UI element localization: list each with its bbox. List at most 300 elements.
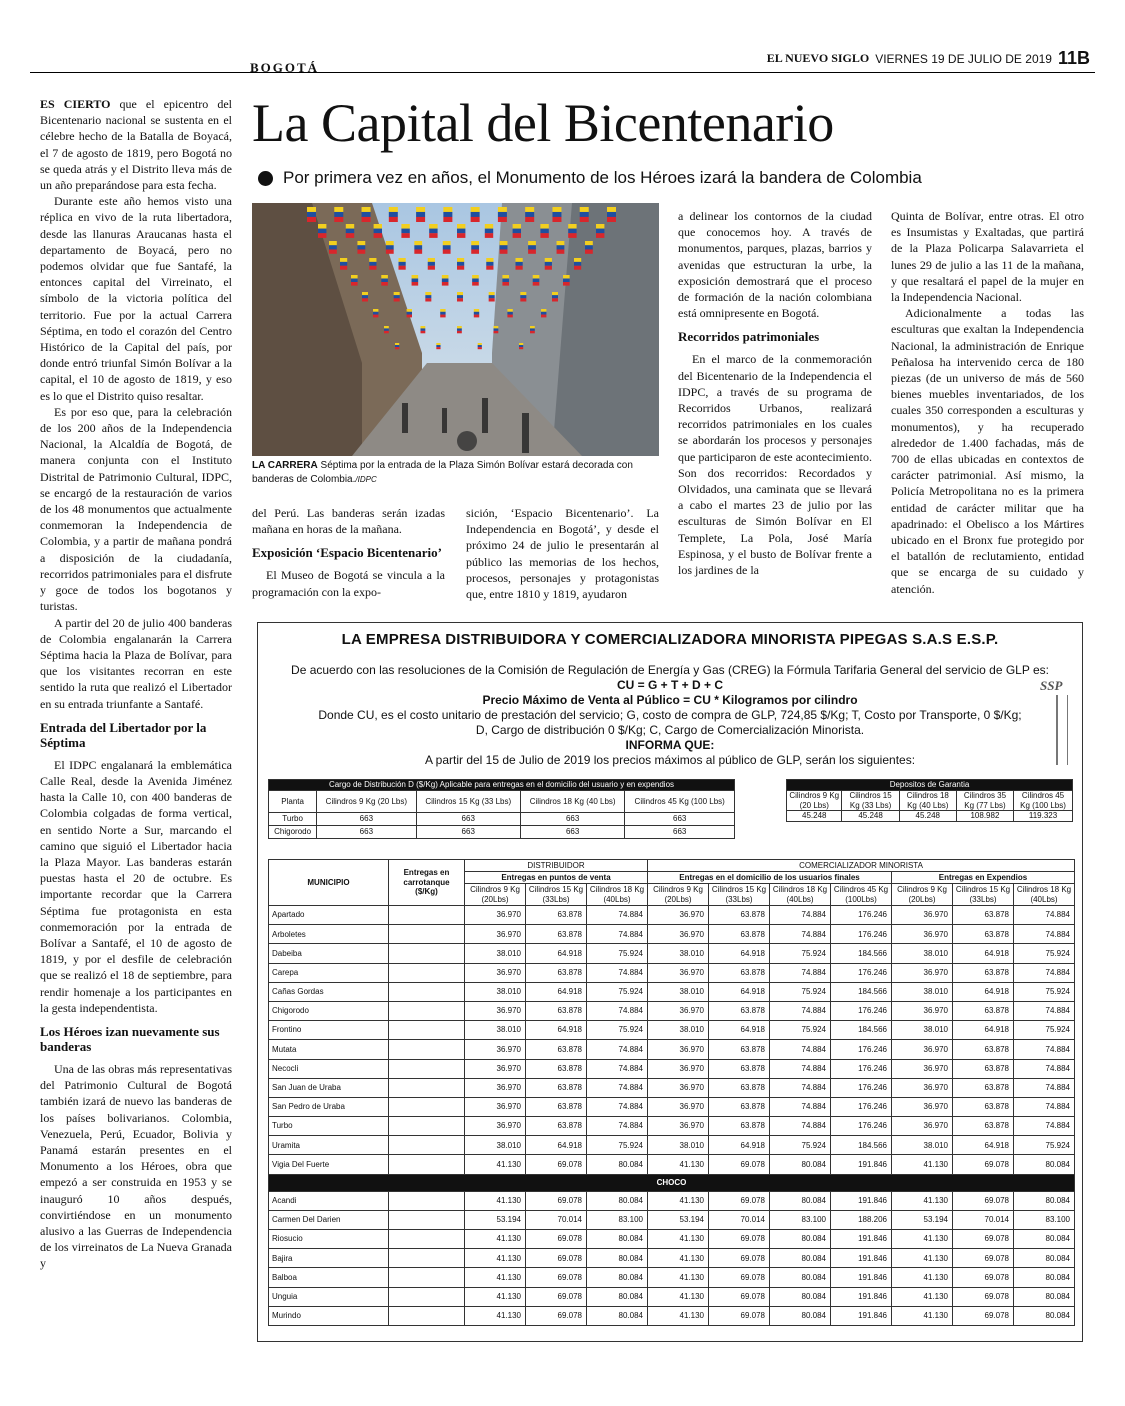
price-cell: 38.010 bbox=[648, 1136, 709, 1155]
table-row bbox=[269, 982, 1075, 1001]
price-cell: 80.084 bbox=[770, 1306, 831, 1325]
price-cell: 74.884 bbox=[770, 1059, 831, 1078]
article-column-2 bbox=[252, 505, 445, 600]
price-cell: 63.878 bbox=[526, 1097, 587, 1116]
table-cell: 663 bbox=[520, 813, 624, 826]
price-cell: 63.878 bbox=[709, 925, 770, 944]
price-cell: 176.246 bbox=[831, 1001, 892, 1020]
price-cell: 176.246 bbox=[831, 1040, 892, 1059]
flag-shape bbox=[362, 292, 368, 302]
municipio-name: Arboletes bbox=[269, 925, 389, 944]
municipio-name: Necocli bbox=[269, 1059, 389, 1078]
ssp-stamp-bars bbox=[1056, 695, 1068, 765]
price-cell: 74.884 bbox=[587, 963, 648, 982]
flag-shape bbox=[545, 258, 552, 270]
price-cell: 38.010 bbox=[465, 982, 526, 1001]
price-cell: 74.884 bbox=[587, 1078, 648, 1097]
price-cell: 36.970 bbox=[465, 963, 526, 982]
flag-shape bbox=[471, 207, 480, 222]
price-cell: 191.846 bbox=[831, 1287, 892, 1306]
flag-shape bbox=[329, 241, 337, 254]
price-cell: 63.878 bbox=[526, 925, 587, 944]
flag-shape bbox=[369, 258, 376, 270]
notice-title: LA EMPRESA DISTRIBUIDORA Y COMERCIALIZADORA MINORISTA PIPEGAS S.A.S E.S.P. bbox=[341, 631, 999, 648]
price-cell: 36.970 bbox=[892, 963, 953, 982]
price-cell: 69.078 bbox=[526, 1249, 587, 1268]
price-cell: 36.970 bbox=[892, 906, 953, 925]
header-rule bbox=[30, 72, 1095, 73]
table-row bbox=[269, 1191, 1075, 1210]
flag-shape bbox=[507, 309, 512, 317]
price-cell: 80.084 bbox=[770, 1230, 831, 1249]
table-row bbox=[269, 1268, 1075, 1287]
price-cell: 80.084 bbox=[587, 1191, 648, 1210]
flag-shape bbox=[478, 343, 482, 349]
carrotanque-cell bbox=[389, 1287, 465, 1306]
puntos-header: Entregas en puntos de venta bbox=[465, 872, 648, 884]
table-title: Depositos de Garantia bbox=[787, 780, 1073, 791]
flag-shape bbox=[533, 275, 540, 286]
price-cell: 74.884 bbox=[1014, 906, 1075, 925]
carrotanque-cell bbox=[389, 1191, 465, 1210]
price-cell: 74.884 bbox=[587, 1117, 648, 1136]
price-cell: 41.130 bbox=[892, 1287, 953, 1306]
flag-shape bbox=[528, 241, 536, 254]
table-row bbox=[269, 1040, 1075, 1059]
carrotanque-cell bbox=[389, 1021, 465, 1040]
carrotanque-cell bbox=[389, 1078, 465, 1097]
notice-informa: INFORMA QUE: bbox=[625, 738, 715, 752]
price-cell: 80.084 bbox=[770, 1155, 831, 1174]
price-cell: 70.014 bbox=[709, 1210, 770, 1229]
price-cell: 41.130 bbox=[648, 1268, 709, 1287]
table-cell: 663 bbox=[317, 813, 416, 826]
carrotanque-cell bbox=[389, 1249, 465, 1268]
flag-shape bbox=[440, 309, 445, 317]
price-cell: 80.084 bbox=[587, 1155, 648, 1174]
price-cell: 74.884 bbox=[587, 925, 648, 944]
price-cell: 80.084 bbox=[770, 1249, 831, 1268]
price-cell: 74.884 bbox=[770, 1001, 831, 1020]
table-row bbox=[269, 826, 735, 839]
price-cell: 80.084 bbox=[587, 1306, 648, 1325]
price-cell: 36.970 bbox=[892, 1117, 953, 1136]
carrotanque-header: Entregas en carrotanque ($/Kg) bbox=[389, 860, 465, 906]
price-cell: 75.924 bbox=[1014, 944, 1075, 963]
price-cell: 80.084 bbox=[770, 1268, 831, 1287]
price-cell: 191.846 bbox=[831, 1191, 892, 1210]
price-cell: 63.878 bbox=[709, 1078, 770, 1097]
price-cell: 36.970 bbox=[465, 925, 526, 944]
paragraph bbox=[40, 96, 232, 193]
price-cell: 64.918 bbox=[709, 1021, 770, 1040]
price-cell: 63.878 bbox=[709, 1097, 770, 1116]
flag-shape bbox=[471, 241, 479, 254]
flag-shape bbox=[457, 292, 463, 302]
price-cell: 41.130 bbox=[892, 1306, 953, 1325]
price-cell: 38.010 bbox=[892, 944, 953, 963]
municipio-name: San Juan de Uraba bbox=[269, 1078, 389, 1097]
price-cell: 36.970 bbox=[465, 1117, 526, 1136]
paragraph: del Perú. Las banderas serán izadas mañana en horas de la mañana. bbox=[252, 506, 445, 537]
municipio-name: Carmen Del Darien bbox=[269, 1210, 389, 1229]
price-cell: 69.078 bbox=[526, 1230, 587, 1249]
paragraph: A partir del 20 de julio 400 banderas de Colombia engalanarán la Carrera Séptima hacia la Plaza de Bolívar, para que los visitantes recorran en este sentido la ruta que realizó el Libertador en su entrada triunfante a Santafé. bbox=[40, 615, 232, 711]
price-cell: 70.014 bbox=[953, 1210, 1014, 1229]
price-cell: 36.970 bbox=[648, 925, 709, 944]
flag-shape bbox=[607, 207, 616, 222]
flag-shape bbox=[421, 326, 426, 333]
price-cell: 36.970 bbox=[648, 1117, 709, 1136]
price-cell: 64.918 bbox=[709, 982, 770, 1001]
carrotanque-cell bbox=[389, 1136, 465, 1155]
cylinder-header: Cilindros 15 Kg (33Lbs) bbox=[709, 884, 770, 906]
plant-name: Turbo bbox=[269, 813, 317, 826]
municipio-name: Mutata bbox=[269, 1040, 389, 1059]
price-cell: 69.078 bbox=[526, 1287, 587, 1306]
subheading: Recorridos patrimoniales bbox=[678, 329, 820, 345]
flag-shape bbox=[552, 292, 558, 302]
carrotanque-cell bbox=[389, 1059, 465, 1078]
price-table bbox=[268, 859, 1075, 1326]
caption-text: Séptima por la entrada de la Plaza Simón Bolívar estará decorada con banderas de Colombia. bbox=[252, 460, 633, 485]
price-cell: 63.878 bbox=[526, 906, 587, 925]
flag-shape bbox=[389, 207, 398, 222]
municipio-name: Uramita bbox=[269, 1136, 389, 1155]
price-cell: 69.078 bbox=[709, 1155, 770, 1174]
price-cell: 41.130 bbox=[892, 1155, 953, 1174]
flag-shape bbox=[474, 309, 479, 317]
price-cell: 69.078 bbox=[526, 1306, 587, 1325]
price-cell: 80.084 bbox=[770, 1287, 831, 1306]
price-cell: 188.206 bbox=[831, 1210, 892, 1229]
price-cell: 64.918 bbox=[953, 1136, 1014, 1155]
municipio-name: Frontino bbox=[269, 1021, 389, 1040]
deposit-table bbox=[786, 779, 1073, 822]
flag-shape bbox=[373, 309, 378, 317]
flag-shape bbox=[513, 224, 521, 238]
column-header: Cilindros 15 Kg (33 Lbs) bbox=[416, 791, 520, 813]
flag-shape bbox=[552, 207, 561, 222]
price-cell: 74.884 bbox=[770, 963, 831, 982]
carrotanque-cell bbox=[389, 925, 465, 944]
price-cell: 83.100 bbox=[770, 1210, 831, 1229]
price-cell: 41.130 bbox=[648, 1249, 709, 1268]
price-cell: 80.084 bbox=[1014, 1249, 1075, 1268]
column-header: Cilindros 18 Kg (40 Lbs) bbox=[899, 791, 956, 811]
price-cell: 74.884 bbox=[1014, 925, 1075, 944]
flag-shape bbox=[489, 292, 495, 302]
table-cell: 663 bbox=[416, 826, 520, 839]
municipio-name: Bajira bbox=[269, 1249, 389, 1268]
caption-lead: LA CARRERA bbox=[252, 460, 318, 471]
price-cell: 36.970 bbox=[892, 1059, 953, 1078]
price-cell: 74.884 bbox=[770, 906, 831, 925]
flag-shape bbox=[596, 224, 604, 238]
price-cell: 36.970 bbox=[892, 1040, 953, 1059]
flag-shape bbox=[412, 275, 419, 286]
flag-shape bbox=[318, 224, 326, 238]
region-divider: CHOCO bbox=[269, 1174, 1075, 1191]
price-cell: 74.884 bbox=[770, 1097, 831, 1116]
municipio-name: Cañas Gordas bbox=[269, 982, 389, 1001]
price-cell: 69.078 bbox=[709, 1249, 770, 1268]
price-cell: 38.010 bbox=[648, 944, 709, 963]
price-cell: 176.246 bbox=[831, 1117, 892, 1136]
carrotanque-cell bbox=[389, 1230, 465, 1249]
plant-name: Chigorodo bbox=[269, 826, 317, 839]
table-row bbox=[269, 906, 1075, 925]
price-cell: 80.084 bbox=[770, 1191, 831, 1210]
municipio-header: MUNICIPIO bbox=[269, 860, 389, 906]
price-cell: 184.566 bbox=[831, 1136, 892, 1155]
paragraph: En el marco de la conmemoración del Bicentenario de la Independencia el IDPC, a través de su programa de Recorridos Urbanos, realizará recorridos patrimoniales en los cuales se abordarán los procesos y personajes que participaron de este acontecimiento. Son dos recorridos: Recordados y Olvidados, una caminata que se llevará a cabo el martes 23 de julio por las esculturas de Simón Bolívar en El Templete, La Pola, José María Espinosa, y el busto de Bolívar frente a los jardines de la bbox=[678, 352, 872, 578]
price-cell: 41.130 bbox=[465, 1268, 526, 1287]
caption-credit: /IDPC bbox=[355, 475, 377, 484]
flag-shape bbox=[443, 207, 452, 222]
article-photo bbox=[252, 203, 659, 456]
price-cell: 69.078 bbox=[709, 1268, 770, 1287]
price-cell: 74.884 bbox=[1014, 1040, 1075, 1059]
carrotanque-cell bbox=[389, 1210, 465, 1229]
carrotanque-cell bbox=[389, 1001, 465, 1020]
price-cell: 36.970 bbox=[465, 906, 526, 925]
section-label: BOGOTÁ bbox=[250, 60, 320, 75]
price-cell: 64.918 bbox=[526, 1021, 587, 1040]
price-cell: 64.918 bbox=[953, 982, 1014, 1001]
table-row bbox=[269, 1078, 1075, 1097]
municipio-name: Turbo bbox=[269, 1117, 389, 1136]
price-cell: 80.084 bbox=[587, 1287, 648, 1306]
municipio-name: Apartado bbox=[269, 906, 389, 925]
table-row bbox=[269, 1287, 1075, 1306]
price-cell: 36.970 bbox=[648, 1097, 709, 1116]
flag-shape bbox=[436, 343, 440, 349]
price-cell: 70.014 bbox=[526, 1210, 587, 1229]
price-cell: 74.884 bbox=[1014, 1078, 1075, 1097]
table-row bbox=[269, 813, 735, 826]
cylinder-header: Cilindros 18 Kg (40Lbs) bbox=[1014, 884, 1075, 906]
subheading: Exposición ‘Espacio Bicentenario’ bbox=[252, 545, 442, 561]
paragraph: a delinear los contornos de la ciudad que conocemos hoy. A través de monumentos, parques, plazas, barrios y avenidas que estructuran la urbe, la exposición demostrará que el proceso de formación de la nación colombiana está omnipresente en Bogotá. bbox=[678, 209, 872, 321]
table-row bbox=[269, 1097, 1075, 1116]
flag-shape bbox=[384, 326, 389, 333]
flag-shape bbox=[416, 207, 425, 222]
price-cell: 63.878 bbox=[953, 1097, 1014, 1116]
flag-shape bbox=[443, 241, 451, 254]
price-cell: 63.878 bbox=[526, 1078, 587, 1097]
price-cell: 176.246 bbox=[831, 906, 892, 925]
price-cell: 41.130 bbox=[465, 1287, 526, 1306]
price-cell: 38.010 bbox=[892, 1021, 953, 1040]
price-cell: 74.884 bbox=[587, 1059, 648, 1078]
price-cell: 36.970 bbox=[465, 1078, 526, 1097]
paragraph: Adicionalmente a todas las esculturas que exaltan la Independencia Nacional, la administración de Enrique Peñalosa ha intervenido cerca de 180 piezas (de un universo de más de 560 bienes muebles inventariados, de los cuales 350 corresponden a esculturas y monumentos), y ha recuperado alrededor de 1.400 fachadas, más de 700 de ellas ubicadas en contextos de carácter patrimonial. Así mismo, la Policía Metropolitana no es la primera entidad de carácter militar que ha apadrinado: el Obelisco a los Mártires ubicado en el Bronx fue protegido por el batallón de reclutamiento, entidad que se encarga de su cuidado y atención. bbox=[891, 306, 1084, 596]
price-cell: 41.130 bbox=[465, 1230, 526, 1249]
price-cell: 38.010 bbox=[892, 982, 953, 1001]
price-cell: 64.918 bbox=[526, 1136, 587, 1155]
price-cell: 53.194 bbox=[892, 1210, 953, 1229]
cylinder-header: Cilindros 9 Kg (20Lbs) bbox=[465, 884, 526, 906]
carrotanque-cell bbox=[389, 1155, 465, 1174]
price-cell: 75.924 bbox=[1014, 1136, 1075, 1155]
price-cell: 74.884 bbox=[1014, 1117, 1075, 1136]
newspaper-name: EL NUEVO SIGLO bbox=[766, 51, 870, 65]
price-cell: 36.970 bbox=[648, 1059, 709, 1078]
table-row bbox=[269, 1136, 1075, 1155]
price-cell: 176.246 bbox=[831, 925, 892, 944]
price-cell: 74.884 bbox=[1014, 1059, 1075, 1078]
table-row bbox=[269, 1001, 1075, 1020]
price-cell: 69.078 bbox=[526, 1155, 587, 1174]
flag-shape bbox=[374, 224, 382, 238]
flag-shape bbox=[357, 241, 365, 254]
notice-line: Donde CU, es el costo unitario de prestación del servicio; G, costo de compra de GLP, 724,85 $/Kg; T, Costo por Transporte, 0 $/Kg; bbox=[318, 708, 1022, 722]
table-cell: 663 bbox=[625, 813, 735, 826]
deposit-value: 45.248 bbox=[787, 811, 842, 822]
price-cell: 36.970 bbox=[648, 1040, 709, 1059]
flag-shape bbox=[351, 275, 358, 286]
price-cell: 191.846 bbox=[831, 1230, 892, 1249]
price-cell: 75.924 bbox=[1014, 1021, 1075, 1040]
distribuidor-header: DISTRIBUIDOR bbox=[465, 860, 648, 872]
article-column-3 bbox=[466, 505, 659, 602]
flag-shape bbox=[457, 258, 464, 270]
flag-shape bbox=[394, 292, 400, 302]
price-cell: 80.084 bbox=[1014, 1306, 1075, 1325]
flag-shape bbox=[525, 207, 534, 222]
article-column-5 bbox=[891, 208, 1084, 597]
flag-shape bbox=[362, 207, 371, 222]
cylinder-header: Cilindros 18 Kg (40Lbs) bbox=[770, 884, 831, 906]
price-cell: 184.566 bbox=[831, 1021, 892, 1040]
price-cell: 75.924 bbox=[1014, 982, 1075, 1001]
page-number: 11B bbox=[1057, 48, 1090, 68]
municipio-name: Chigorodo bbox=[269, 1001, 389, 1020]
column-header: Cilindros 45 Kg (100 Lbs) bbox=[1014, 791, 1073, 811]
price-cell: 38.010 bbox=[465, 1136, 526, 1155]
paragraph: Quinta de Bolívar, entre otras. El otro es Insumistas y Exaltadas, que partirá de la Plaza Policarpa Salavarrieta el lunes 29 de julio a las 11 de la mañana, y que resaltará el papel de la mujer en la Independencia Nacional. bbox=[891, 209, 1084, 305]
table-cell: 663 bbox=[520, 826, 624, 839]
price-cell: 63.878 bbox=[526, 963, 587, 982]
paragraph: El IDPC engalanará la emblemática Calle Real, desde la Avenida Jiménez hasta la Calle 10, con 400 banderas de Colombia colgadas de forma vertical, en sentido Norte a Sur, marcando el camino que siguió el Libertador hacia la Plaza Mayor. Las banderas estarán puestas hasta el 20 de octubre. Es importante recordar que la Carrera Séptima fue protagonista en esta conmemoración por la entrada de Bolívar a Santafé, el 10 de agosto de 1819, y por el desfile de celebración que se realizó el 18 de septiembre, para rendir homenaje a los participantes en la gesta independentista. bbox=[40, 757, 232, 1015]
price-cell: 191.846 bbox=[831, 1306, 892, 1325]
price-cell: 38.010 bbox=[648, 982, 709, 1001]
price-cell: 36.970 bbox=[465, 1059, 526, 1078]
municipio-name: Vigia Del Fuerte bbox=[269, 1155, 389, 1174]
flag-shape bbox=[386, 241, 394, 254]
price-cell: 75.924 bbox=[770, 944, 831, 963]
price-cell: 38.010 bbox=[465, 944, 526, 963]
price-cell: 74.884 bbox=[587, 1001, 648, 1020]
price-cell: 80.084 bbox=[1014, 1287, 1075, 1306]
carrotanque-cell bbox=[389, 963, 465, 982]
price-cell: 64.918 bbox=[709, 1136, 770, 1155]
price-cell: 63.878 bbox=[953, 963, 1014, 982]
price-cell: 63.878 bbox=[709, 1117, 770, 1136]
price-cell: 63.878 bbox=[953, 1040, 1014, 1059]
price-cell: 41.130 bbox=[648, 1287, 709, 1306]
price-cell: 63.878 bbox=[526, 1040, 587, 1059]
price-cell: 184.566 bbox=[831, 982, 892, 1001]
flag-shape bbox=[498, 207, 507, 222]
price-cell: 41.130 bbox=[892, 1191, 953, 1210]
price-cell: 69.078 bbox=[709, 1191, 770, 1210]
column-header: Cilindros 9 Kg (20 Lbs) bbox=[317, 791, 416, 813]
bullet-icon bbox=[258, 171, 273, 186]
price-cell: 74.884 bbox=[770, 925, 831, 944]
price-cell: 53.194 bbox=[465, 1210, 526, 1229]
table-row bbox=[269, 1249, 1075, 1268]
comercializador-header: COMERCIALIZADOR MINORISTA bbox=[648, 860, 1075, 872]
price-cell: 191.846 bbox=[831, 1155, 892, 1174]
header-info bbox=[767, 48, 1090, 69]
flag-shape bbox=[429, 224, 437, 238]
domicilio-header: Entregas en el domicilio de los usuarios finales bbox=[648, 872, 892, 884]
flag-shape bbox=[502, 275, 509, 286]
price-cell: 64.918 bbox=[526, 944, 587, 963]
paragraph: Una de las obras más representativas del Patrimonio Cultural de Bogotá también izará de nuevo las banderas de los países bolivarianos. Colombia, Venezuela, Perú, Ecuador, Bolivia y Panamá estarán presentes en el Monumento a los Héroes, obra que empezó a ser construida en 1953 y se inauguró 10 años después, convirtiéndose en un monumento alusivo a las Guerras de Independencia de los virreinatos de La Nueva Granada y bbox=[40, 1061, 232, 1271]
price-cell: 74.884 bbox=[587, 906, 648, 925]
price-cell: 176.246 bbox=[831, 1078, 892, 1097]
price-cell: 69.078 bbox=[953, 1268, 1014, 1287]
price-cell: 75.924 bbox=[770, 982, 831, 1001]
cylinder-header: Cilindros 45 Kg (100Lbs) bbox=[831, 884, 892, 906]
flag-shape bbox=[585, 241, 593, 254]
price-cell: 75.924 bbox=[587, 944, 648, 963]
price-cell: 38.010 bbox=[648, 1021, 709, 1040]
flag-shape bbox=[381, 275, 388, 286]
price-cell: 63.878 bbox=[526, 1001, 587, 1020]
flag-shape bbox=[500, 241, 508, 254]
table-cell: 663 bbox=[317, 826, 416, 839]
lead-in: ES CIERTO bbox=[40, 97, 111, 111]
price-cell: 80.084 bbox=[587, 1268, 648, 1287]
price-cell: 41.130 bbox=[648, 1155, 709, 1174]
price-cell: 41.130 bbox=[465, 1249, 526, 1268]
price-cell: 69.078 bbox=[953, 1230, 1014, 1249]
price-cell: 63.878 bbox=[709, 963, 770, 982]
expendios-header: Entregas en Expendios bbox=[892, 872, 1075, 884]
flag-shape bbox=[530, 326, 535, 333]
price-cell: 75.924 bbox=[770, 1021, 831, 1040]
subheading: Entrada del Libertador por la Séptima bbox=[40, 719, 207, 750]
price-cell: 41.130 bbox=[465, 1155, 526, 1174]
carrotanque-cell bbox=[389, 1117, 465, 1136]
municipio-name: Acandi bbox=[269, 1191, 389, 1210]
cylinder-header: Cilindros 9 Kg (20Lbs) bbox=[892, 884, 953, 906]
price-cell: 64.918 bbox=[953, 944, 1014, 963]
issue-date: VIERNES 19 DE JULIO DE 2019 bbox=[875, 51, 1052, 66]
flag-shape bbox=[516, 258, 523, 270]
deposit-value: 45.248 bbox=[899, 811, 956, 822]
price-cell: 74.884 bbox=[1014, 1097, 1075, 1116]
price-cell: 36.970 bbox=[892, 1078, 953, 1097]
price-cell: 63.878 bbox=[526, 1059, 587, 1078]
municipio-name: Murindo bbox=[269, 1306, 389, 1325]
price-cell: 36.970 bbox=[465, 1097, 526, 1116]
table-row bbox=[269, 925, 1075, 944]
price-cell: 41.130 bbox=[892, 1268, 953, 1287]
price-cell: 41.130 bbox=[648, 1306, 709, 1325]
flag-shape bbox=[485, 224, 493, 238]
price-cell: 36.970 bbox=[648, 1001, 709, 1020]
price-cell: 69.078 bbox=[953, 1249, 1014, 1268]
deposit-value: 119.323 bbox=[1014, 811, 1073, 822]
flag-shape bbox=[580, 207, 589, 222]
column-header: Cilindros 45 Kg (100 Lbs) bbox=[625, 791, 735, 813]
price-cell: 69.078 bbox=[953, 1191, 1014, 1210]
